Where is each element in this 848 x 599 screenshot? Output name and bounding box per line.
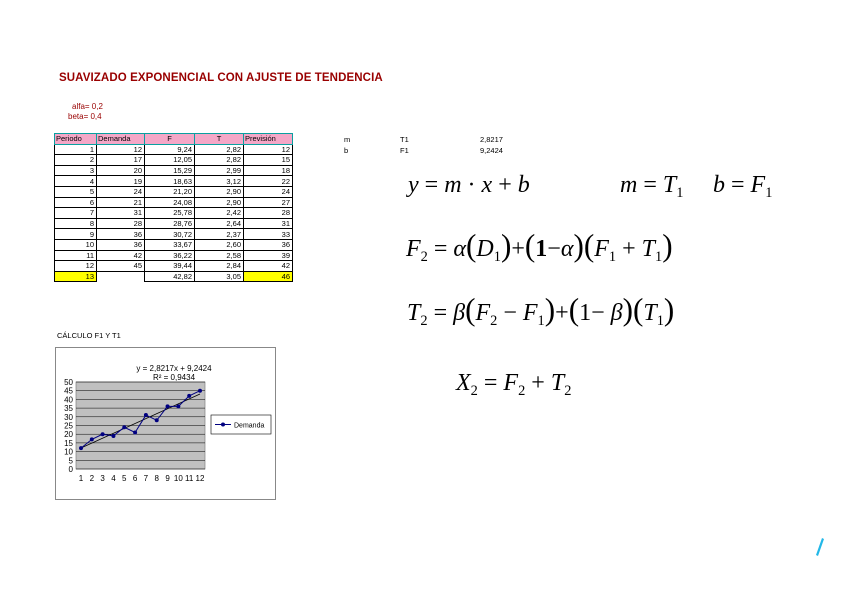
x-tick-label: 12	[195, 474, 205, 483]
table-row	[55, 144, 293, 155]
table-cell: 24	[97, 186, 145, 197]
m-label: m	[344, 135, 351, 144]
x-tick-label: 3	[100, 474, 105, 483]
y-tick-label: 0	[68, 465, 73, 474]
table-cell: 2,82	[195, 144, 244, 155]
x-tick-label: 5	[122, 474, 127, 483]
b-value: 9,2424	[480, 146, 503, 155]
table-cell: 11	[55, 250, 97, 261]
table-cell: 12,05	[145, 155, 195, 166]
formula-b-f1: $b = F_1$	[713, 172, 773, 202]
table-cell: 33,67	[145, 239, 195, 250]
table-cell: 2,37	[195, 229, 244, 240]
formula-f2: $F_2 = \alpha(D_1)+(1-\alpha)(F_1 + T_1)$	[406, 228, 673, 266]
table-cell: 21	[97, 197, 145, 208]
table-cell: 2,84	[195, 261, 244, 272]
formula-m-t1: $m = T_1$	[620, 172, 684, 202]
r-squared: R² = 0,9434	[152, 373, 196, 382]
legend-marker	[221, 423, 225, 427]
data-point	[133, 430, 137, 434]
alfa-param: alfa= 0,2	[72, 102, 103, 111]
table-cell: 12	[244, 144, 293, 155]
chart-title: CÁLCULO F1 Y T1	[57, 331, 121, 340]
x-tick-label: 8	[154, 474, 159, 483]
table-cell: 36	[97, 229, 145, 240]
table-cell: 3	[55, 165, 97, 176]
table-cell: 28	[97, 218, 145, 229]
table-cell: 36,22	[145, 250, 195, 261]
table-cell: 19	[97, 176, 145, 187]
table-cell: 45	[97, 261, 145, 272]
column-header: F	[145, 134, 195, 145]
table-cell: 15	[244, 155, 293, 166]
table-cell: 7	[55, 208, 97, 219]
table-cell: 20	[97, 165, 145, 176]
data-point	[176, 404, 180, 408]
table-cell: 2,90	[195, 197, 244, 208]
data-point	[144, 413, 148, 417]
data-point	[79, 446, 83, 450]
legend-label: Demanda	[234, 422, 265, 430]
data-point	[166, 404, 170, 408]
table-cell: 12	[55, 261, 97, 272]
x-tick-label: 11	[185, 474, 194, 483]
formula-t2: $T_2 = \beta(F_2 - F_1)+(1- \beta)(T_1)$	[407, 292, 675, 330]
y-tick-label: 15	[64, 438, 73, 448]
table-cell: 39	[244, 250, 293, 261]
y-tick-label: 50	[64, 378, 73, 387]
table-cell: 18,63	[145, 176, 195, 187]
column-header: T	[195, 134, 244, 145]
data-point	[90, 437, 94, 441]
table-cell: 5	[55, 186, 97, 197]
table-cell: 2,90	[195, 186, 244, 197]
table-row	[55, 186, 293, 197]
page-title: SUAVIZADO EXPONENCIAL CON AJUSTE DE TENDENCIA	[59, 72, 383, 84]
table-cell: 4	[55, 176, 97, 187]
table-cell: 2,64	[195, 218, 244, 229]
table-cell: 31	[244, 218, 293, 229]
table-cell: 1	[55, 144, 97, 155]
data-point	[187, 394, 191, 398]
chart-container	[55, 347, 276, 500]
column-header: Previsión	[244, 134, 293, 145]
y-tick-label: 30	[64, 412, 73, 422]
y-tick-label: 40	[64, 395, 73, 405]
y-tick-label: 35	[64, 404, 73, 414]
x-tick-label: 7	[143, 474, 149, 483]
table-row	[55, 176, 293, 187]
data-point	[111, 434, 115, 438]
table-cell: 28	[244, 208, 293, 219]
accent-mark	[815, 537, 825, 557]
table-cell: 2,82	[195, 155, 244, 166]
m-value: 2,8217	[480, 135, 503, 144]
table-cell: 21,20	[145, 186, 195, 197]
table-cell: 2,42	[195, 208, 244, 219]
table-cell: 8	[55, 218, 97, 229]
table-cell: 9	[55, 229, 97, 240]
column-header: Periodo	[55, 134, 97, 145]
table-cell: 18	[244, 165, 293, 176]
x-tick-label: 1	[78, 474, 84, 483]
table-cell: 13	[55, 271, 97, 282]
y-tick-label: 20	[64, 430, 73, 440]
demand-chart	[56, 348, 275, 499]
f1-label: F1	[400, 146, 409, 155]
table-cell: 15,29	[145, 165, 195, 176]
table-cell: 9,24	[145, 144, 195, 155]
table-cell: 24	[244, 186, 293, 197]
table-cell: 2,99	[195, 165, 244, 176]
table-cell: 3,12	[195, 176, 244, 187]
data-point	[198, 389, 202, 393]
data-table	[54, 133, 293, 282]
table-cell: 36	[97, 239, 145, 250]
table-cell: 42	[244, 261, 293, 272]
table-row	[55, 250, 293, 261]
table-cell: 42	[97, 250, 145, 261]
x-tick-label: 6	[132, 474, 138, 483]
table-cell: 12	[97, 144, 145, 155]
table-cell: 31	[97, 208, 145, 219]
b-label: b	[344, 146, 349, 155]
table-row	[55, 197, 293, 208]
table-cell: 28,76	[145, 218, 195, 229]
table-cell: 22	[244, 176, 293, 187]
y-tick-label: 45	[64, 386, 73, 396]
data-point	[101, 432, 105, 436]
table-cell: 30,72	[145, 229, 195, 240]
y-tick-label: 25	[64, 421, 73, 431]
x-tick-label: 2	[89, 474, 95, 483]
table-cell: 10	[55, 239, 97, 250]
table-cell	[97, 271, 145, 282]
x-tick-label: 4	[111, 474, 116, 483]
data-point	[155, 418, 159, 422]
table-cell: 3,05	[195, 271, 244, 282]
table-row	[55, 218, 293, 229]
formula-linear: y = m · x + b	[408, 172, 530, 198]
t1-label: T1	[400, 135, 409, 144]
table-row	[55, 271, 293, 282]
y-tick-label: 5	[68, 456, 73, 466]
table-row	[55, 165, 293, 176]
trend-equation: y = 2,8217x + 9,2424	[136, 364, 212, 373]
table-cell: 17	[97, 155, 145, 166]
table-header	[55, 134, 293, 145]
table-cell: 27	[244, 197, 293, 208]
table-row	[55, 261, 293, 272]
table-cell: 2,58	[195, 250, 244, 261]
table-cell: 2	[55, 155, 97, 166]
table-cell: 25,78	[145, 208, 195, 219]
table-row	[55, 155, 293, 166]
table-cell: 33	[244, 229, 293, 240]
x-tick-label: 10	[173, 474, 183, 483]
table-cell: 6	[55, 197, 97, 208]
y-tick-label: 10	[64, 447, 73, 457]
x-tick-label: 9	[165, 474, 170, 483]
column-header: Demanda	[97, 134, 145, 145]
table-cell: 2,60	[195, 239, 244, 250]
table-row	[55, 229, 293, 240]
table-row	[55, 239, 293, 250]
table-cell: 42,82	[145, 271, 195, 282]
beta-param: beta= 0,4	[68, 112, 102, 121]
table-cell: 36	[244, 239, 293, 250]
table-cell: 24,08	[145, 197, 195, 208]
table-cell: 46	[244, 271, 293, 282]
table-cell: 39,44	[145, 261, 195, 272]
formula-x2: $X_2 = F_2 + T_2$	[456, 370, 572, 400]
table-row	[55, 208, 293, 219]
data-point	[122, 425, 126, 429]
